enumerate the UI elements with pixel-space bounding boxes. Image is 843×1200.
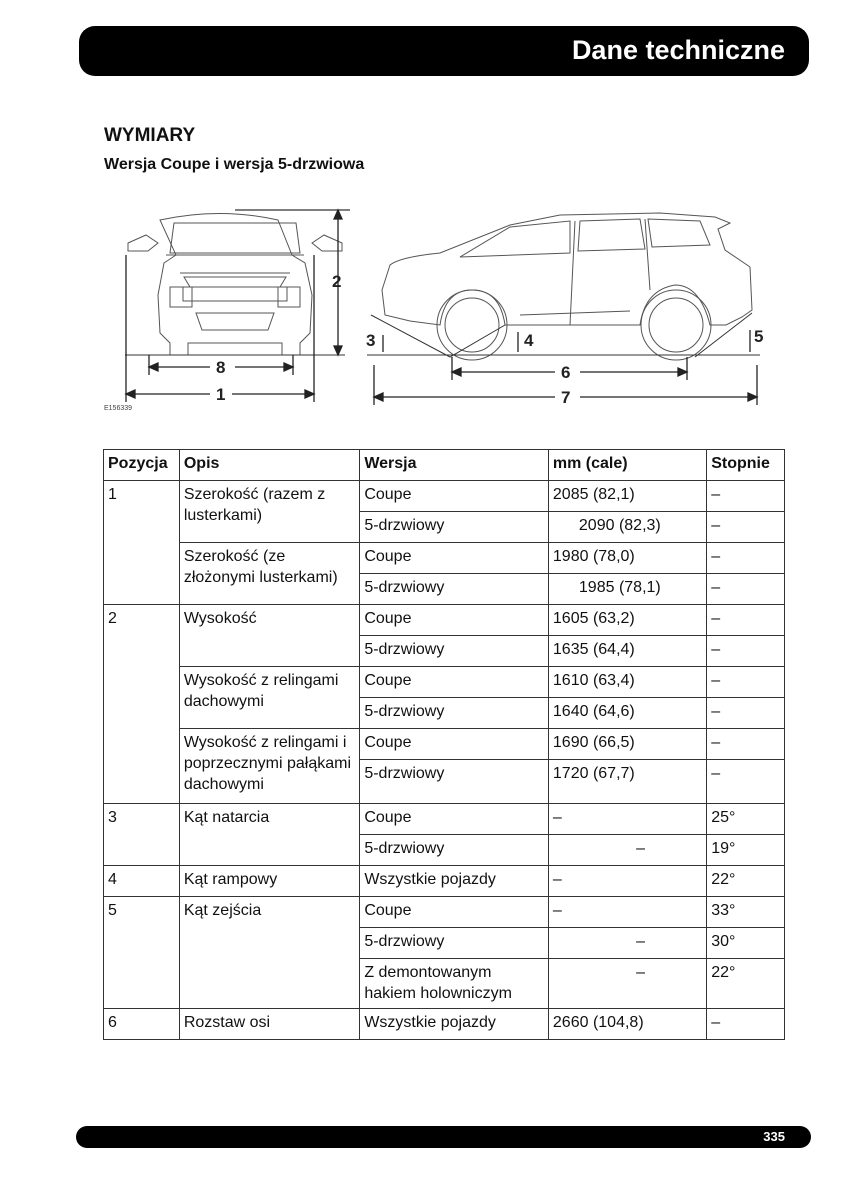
- cell-pos: 2: [104, 605, 180, 804]
- cell-stopnie: –: [707, 512, 785, 543]
- section-subtitle: Wersja Coupe i wersja 5-drzwiowa: [104, 156, 365, 173]
- col-header-pozycja: Pozycja: [104, 450, 180, 481]
- cell-stopnie: –: [707, 760, 785, 804]
- cell-opis: Szerokość (ze złożonymi lusterkami): [179, 543, 359, 605]
- col-header-wersja: Wersja: [360, 450, 549, 481]
- cell-pos: 4: [104, 866, 180, 897]
- col-header-stopnie: Stopnie: [707, 450, 785, 481]
- vehicle-dimensions-diagram: [100, 195, 780, 425]
- cell-wersja: Z demontowanym hakiem holowniczym: [360, 959, 549, 1009]
- cell-pos: 1: [104, 481, 180, 605]
- cell-wersja: Coupe: [360, 729, 549, 760]
- cell-mm: –: [548, 928, 706, 959]
- figure-id: E156339: [104, 405, 133, 412]
- cell-wersja: 5-drzwiowy: [360, 636, 549, 667]
- cell-opis: Wysokość z relingami i poprzecznymi pałąkami dachowymi: [179, 729, 359, 804]
- dimensions-table: [103, 449, 785, 1040]
- cell-opis: Kąt zejścia: [179, 897, 359, 1009]
- cell-wersja: Coupe: [360, 667, 549, 698]
- table-row: [104, 543, 785, 574]
- cell-stopnie: 33°: [707, 897, 785, 928]
- cell-stopnie: –: [707, 543, 785, 574]
- table-row: [104, 729, 785, 760]
- cell-wersja: 5-drzwiowy: [360, 574, 549, 605]
- table-row: [104, 866, 785, 897]
- table-row: [104, 667, 785, 698]
- table-row: [104, 605, 785, 636]
- cell-stopnie: 22°: [707, 959, 785, 1009]
- cell-stopnie: –: [707, 698, 785, 729]
- cell-mm: 1720 (67,7): [548, 760, 706, 804]
- table-row: [104, 804, 785, 835]
- cell-mm: –: [548, 959, 706, 1009]
- cell-mm: 1690 (66,5): [548, 729, 706, 760]
- dim-label-6: 6: [561, 363, 571, 382]
- cell-wersja: Coupe: [360, 804, 549, 835]
- cell-opis: Rozstaw osi: [179, 1009, 359, 1040]
- cell-stopnie: –: [707, 729, 785, 760]
- cell-mm: –: [548, 866, 706, 897]
- cell-pos: 5: [104, 897, 180, 1009]
- cell-mm: –: [548, 835, 706, 866]
- cell-opis: Wysokość z relingami dachowymi: [179, 667, 359, 729]
- cell-wersja: 5-drzwiowy: [360, 835, 549, 866]
- cell-wersja: Coupe: [360, 897, 549, 928]
- cell-mm: 1640 (64,6): [548, 698, 706, 729]
- cell-stopnie: –: [707, 574, 785, 605]
- dim-label-7: 7: [561, 388, 571, 407]
- dim-label-1: 1: [216, 385, 226, 404]
- cell-mm: 1635 (64,4): [548, 636, 706, 667]
- dim-label-2: 2: [332, 272, 342, 291]
- cell-mm: 2090 (82,3): [548, 512, 706, 543]
- dim-label-3: 3: [366, 331, 376, 350]
- section-title: WYMIARY: [104, 125, 196, 146]
- cell-mm: –: [548, 804, 706, 835]
- cell-stopnie: –: [707, 667, 785, 698]
- cell-stopnie: –: [707, 636, 785, 667]
- cell-wersja: 5-drzwiowy: [360, 512, 549, 543]
- page-title: Dane techniczne: [571, 35, 785, 65]
- cell-opis: Wysokość: [179, 605, 359, 667]
- cell-mm: 1980 (78,0): [548, 543, 706, 574]
- cell-pos: 3: [104, 804, 180, 866]
- cell-stopnie: 25°: [707, 804, 785, 835]
- cell-wersja: Coupe: [360, 481, 549, 512]
- cell-wersja: 5-drzwiowy: [360, 928, 549, 959]
- cell-mm: 1985 (78,1): [548, 574, 706, 605]
- cell-opis: Kąt natarcia: [179, 804, 359, 866]
- col-header-opis: Opis: [179, 450, 359, 481]
- cell-stopnie: –: [707, 605, 785, 636]
- cell-mm: 1605 (63,2): [548, 605, 706, 636]
- page-number: 335: [763, 1129, 785, 1144]
- cell-wersja: Wszystkie pojazdy: [360, 866, 549, 897]
- footer-bar: [76, 1126, 811, 1148]
- table-header-row: [104, 450, 785, 481]
- col-header-mm: mm (cale): [548, 450, 706, 481]
- cell-mm: 2085 (82,1): [548, 481, 706, 512]
- cell-mm: –: [548, 897, 706, 928]
- header-bar: [79, 26, 809, 76]
- cell-wersja: Coupe: [360, 543, 549, 574]
- cell-opis: Kąt rampowy: [179, 866, 359, 897]
- cell-stopnie: –: [707, 1009, 785, 1040]
- cell-wersja: Wszystkie pojazdy: [360, 1009, 549, 1040]
- cell-wersja: Coupe: [360, 605, 549, 636]
- table-row: [104, 897, 785, 928]
- cell-opis: Szerokość (razem z lusterkami): [179, 481, 359, 543]
- dim-label-5: 5: [754, 327, 764, 346]
- front-view-car-illustration: [128, 214, 342, 356]
- cell-wersja: 5-drzwiowy: [360, 698, 549, 729]
- cell-mm: 2660 (104,8): [548, 1009, 706, 1040]
- cell-wersja: 5-drzwiowy: [360, 760, 549, 804]
- cell-stopnie: 22°: [707, 866, 785, 897]
- cell-stopnie: 30°: [707, 928, 785, 959]
- dim-label-8: 8: [216, 358, 226, 377]
- table-row: [104, 1009, 785, 1040]
- cell-pos: 6: [104, 1009, 180, 1040]
- cell-stopnie: –: [707, 481, 785, 512]
- side-view-car-illustration: [382, 213, 752, 360]
- cell-stopnie: 19°: [707, 835, 785, 866]
- cell-mm: 1610 (63,4): [548, 667, 706, 698]
- dim-label-4: 4: [524, 331, 534, 350]
- table-row: [104, 481, 785, 512]
